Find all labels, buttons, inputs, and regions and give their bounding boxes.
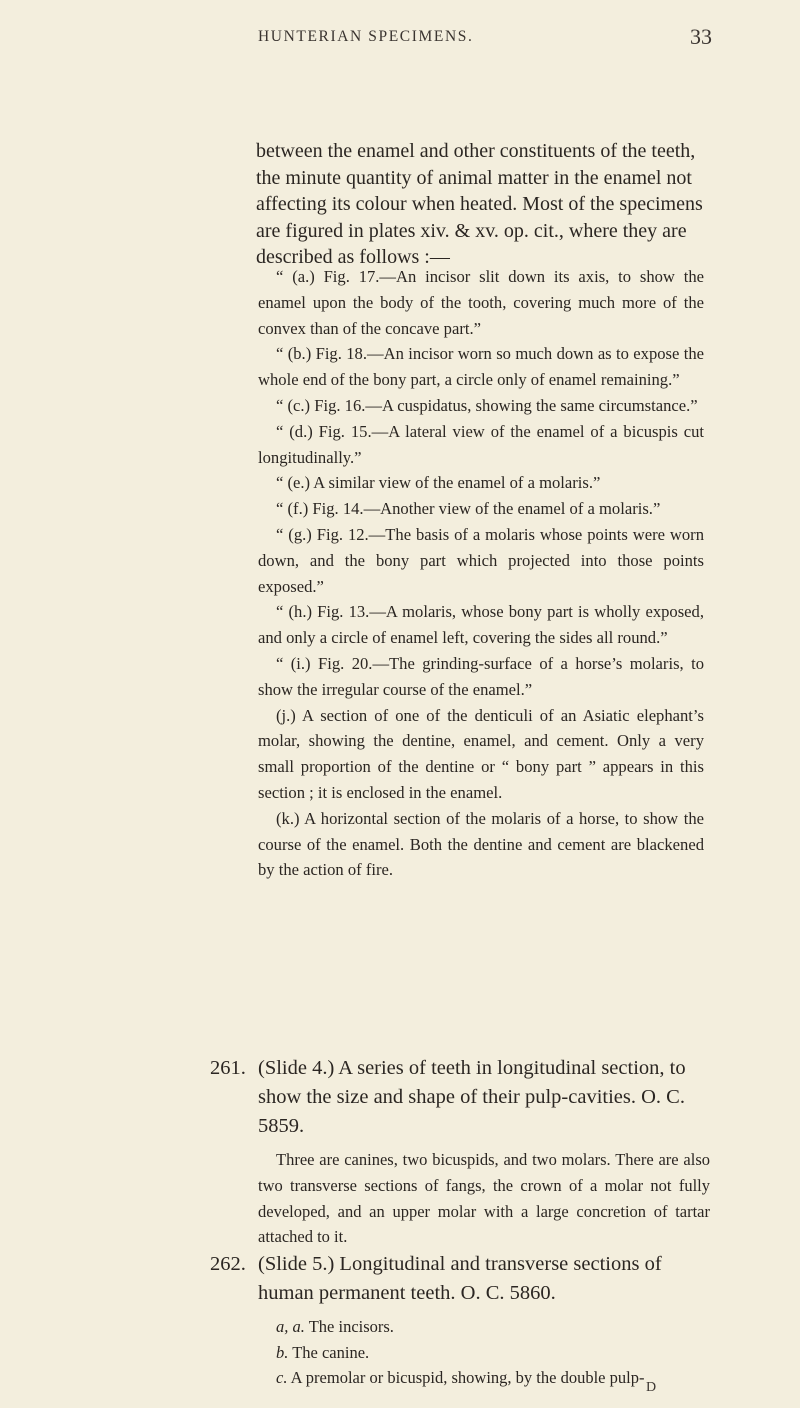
entry-title: (Slide 4.) A series of teeth in longitudinal section, to show the size and shape of their pulp-cavities. O. C. 5859. [258,1057,686,1137]
list-item [276,1340,710,1366]
list-item [276,1365,710,1391]
figure-entry-c: “ (c.) Fig. 16.—A cuspidatus, showing the same circumstance.” [276,395,698,415]
figure-entry-k: (k.) A horizontal section of the molaris of a horse, to show the course of the enamel. Both the dentine and cement are blackened by the action of fire. [258,808,704,880]
catalog-entry-262 [210,1250,710,1391]
intro-paragraph: between the enamel and other constituents of the teeth, the minute quantity of animal matter in the enamel not affecting its colour when heated. Most of the specimens are figured in plates xiv. & xv. op. cit., where they are described as follows :— [256,140,703,268]
figure-entry-e: “ (e.) A similar view of the enamel of a molaris.” [276,473,601,493]
running-head [0,22,800,52]
item-letter: a, a. [276,1317,305,1336]
entry-title: (Slide 5.) Longitudinal and transverse sections of human permanent teeth. O. C. 5860. [258,1253,662,1304]
signature-mark: D [646,1380,657,1395]
figure-list [258,264,704,883]
figure-entry-i: “ (i.) Fig. 20.—The grinding-surface of a horse’s molaris, to show the irregular course of the enamel.” [258,653,704,699]
figure-entry-b: “ (b.) Fig. 18.—An incisor worn so much down as to expose the whole end of the bony part, a circle only of enamel remaining.” [258,344,704,390]
entry-number: 262. [210,1253,246,1275]
figure-entry-d: “ (d.) Fig. 15.—A lateral view of the enamel of a bicuspis cut longitudinally.” [258,421,704,467]
item-text: The incisors. [308,1317,394,1336]
list-item [276,1314,710,1340]
figure-entry-a: “ (a.) Fig. 17.—An incisor slit down its axis, to show the enamel upon the body of the tooth, covering much more of the convex than of the concave part.” [258,267,704,338]
figure-entry-f: “ (f.) Fig. 14.—Another view of the enamel of a molaris.” [276,499,661,519]
figure-entry-g: “ (g.) Fig. 12.—The basis of a molaris whose points were worn down, and the bony part which projected into those points exposed.” [258,524,704,596]
figure-entry-h: “ (h.) Fig. 13.—A molaris, whose bony part is wholly exposed, and only a circle of enamel left, covering the sides all round.” [258,602,704,648]
running-title: HUNTERIAN SPECIMENS. [258,28,474,45]
page-number: 33 [690,24,712,49]
entry-heading [210,1054,710,1141]
catalog-entry-261 [210,1054,710,1250]
entry-description: Three are canines, two bicuspids, and two molars. There are also two transverse sections of fangs, the crown of a molar not fully developed, and an upper molar with a large concretion of tartar attached to it. [258,1150,710,1247]
item-text: A premolar or bicuspid, showing, by the double pulp- [290,1368,645,1387]
entry-number: 261. [210,1057,246,1079]
entry-heading [210,1250,710,1308]
figure-entry-j: (j.) A section of one of the denticuli of an Asiatic elephant’s molar, showing the dentine, enamel, and cement. Only a very small proportion of the dentine or “ bony part ” appears in this section ; it is enclosed in the enamel. [258,705,704,802]
item-letter: c. [276,1368,288,1387]
item-text: The canine. [292,1342,370,1362]
item-letter: b. [276,1342,289,1362]
entry-item-list [276,1314,710,1391]
